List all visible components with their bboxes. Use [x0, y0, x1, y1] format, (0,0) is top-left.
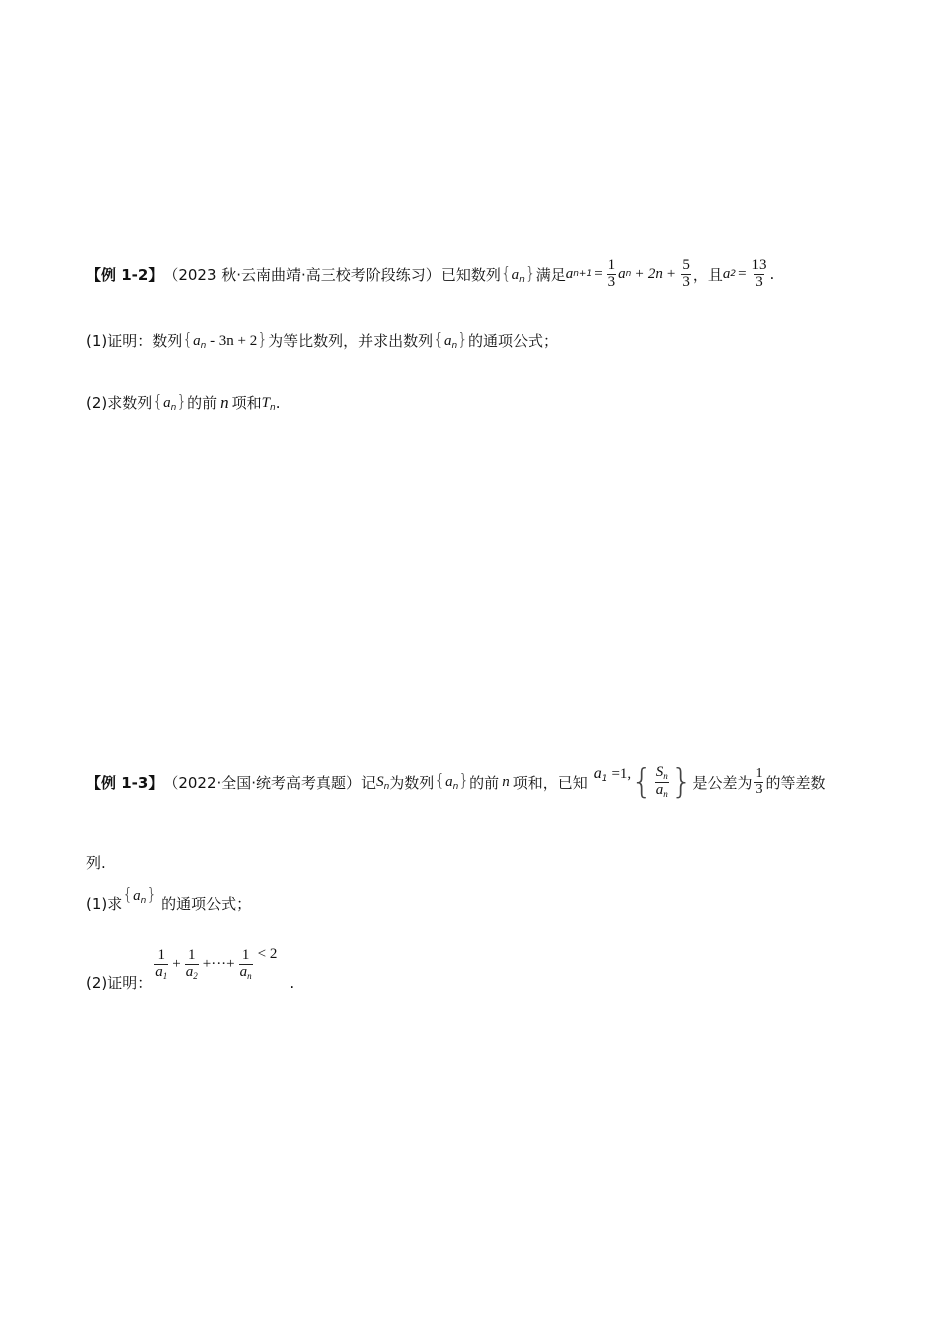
right-brace: }	[458, 771, 470, 791]
right-brace: }	[146, 885, 158, 905]
math-var: a	[155, 963, 163, 980]
sequence-sn-over-an	[631, 762, 693, 802]
left-brace: {	[631, 762, 653, 802]
math-var: n	[220, 392, 229, 412]
statement-text: 的前	[469, 773, 500, 792]
math-sub: n	[663, 771, 668, 782]
frac-den: 3	[755, 273, 763, 290]
sequence-an	[122, 885, 157, 906]
fraction-5-3	[681, 258, 691, 291]
frac-num: 5	[682, 257, 690, 273]
math-sub: n	[247, 970, 252, 981]
math-sub: n	[170, 403, 177, 413]
statement-text: 是公差为	[692, 773, 753, 792]
math-term: =1,	[611, 766, 632, 782]
math-sub: n	[383, 782, 390, 792]
math-sub: 1	[601, 774, 608, 784]
question-text: 求	[107, 895, 123, 913]
fraction-1-a1	[154, 948, 168, 981]
question-text: 证明：数列	[107, 332, 183, 350]
example-1-2-question-2	[86, 392, 281, 413]
math-sub: n	[200, 341, 207, 351]
right-brace: }	[457, 330, 468, 350]
statement-text: 列.	[86, 854, 106, 872]
math-sub: n	[452, 782, 459, 792]
question-number: (2)	[86, 393, 108, 412]
left-brace: {	[182, 330, 194, 350]
math-sub: n	[625, 269, 632, 280]
example-source: （2023 秋·云南曲靖·高三校考阶段练习）	[163, 265, 441, 284]
statement-text: 满足	[535, 265, 566, 284]
question-text: 为等比数列，并求出数列	[268, 332, 434, 350]
fraction-1-3	[754, 767, 763, 797]
statement-text: 为数列	[389, 773, 435, 792]
period: .	[769, 265, 775, 284]
recurrence-formula	[566, 258, 693, 291]
math-var: a	[722, 265, 731, 282]
sequence-an	[434, 772, 469, 792]
example-1-2-question-1	[86, 330, 558, 351]
math-sub: 2	[193, 970, 198, 981]
math-op: +···+	[202, 956, 235, 973]
frac-num: 1	[607, 257, 616, 273]
sequence-an	[501, 264, 536, 285]
math-term: 2n	[647, 265, 663, 282]
period: .	[275, 393, 281, 412]
fraction-sn-an	[655, 765, 669, 799]
math-sub: n	[451, 341, 458, 351]
example-label: 【例 1-3】	[86, 773, 164, 792]
question-text: 的通项公式；	[161, 895, 252, 913]
math-op: =	[738, 265, 747, 282]
statement-text: ，且	[692, 265, 723, 284]
fraction-13-3	[751, 258, 768, 291]
frac-num: 13	[751, 257, 767, 273]
statement-text: 记	[361, 773, 377, 792]
math-var: a	[185, 963, 194, 980]
frac-den: 3	[607, 273, 616, 290]
fraction-1-an	[239, 948, 253, 981]
math-var: a	[133, 888, 141, 904]
sequence-an-minus-3n-plus-2	[182, 330, 268, 351]
question-text: 的通项公式；	[468, 332, 559, 350]
math-op: +	[635, 265, 644, 282]
inequality-sum-reciprocals	[152, 948, 277, 981]
question-text: 项和	[231, 394, 262, 412]
frac-num: 1	[241, 947, 250, 963]
frac-num: 1	[157, 947, 166, 963]
math-var: a	[163, 395, 171, 411]
math-var: a	[239, 963, 248, 980]
math-var: n	[502, 773, 510, 790]
question-text: 证明：	[107, 974, 153, 993]
math-var: a	[593, 765, 602, 782]
right-brace: }	[257, 330, 269, 350]
math-sub: n	[270, 402, 276, 413]
period: .	[289, 973, 295, 992]
sequence-an	[152, 392, 187, 413]
math-var: a	[655, 781, 664, 798]
a2-value	[723, 258, 770, 291]
math-var: a	[565, 265, 574, 282]
example-1-2-statement	[86, 258, 774, 291]
math-sub: n	[140, 896, 147, 906]
left-brace: {	[434, 771, 446, 791]
left-brace: {	[500, 263, 512, 284]
math-var: a	[618, 265, 626, 282]
question-text: 的前	[187, 394, 218, 412]
fraction-1-a2	[185, 948, 199, 981]
frac-num: 1	[755, 765, 763, 781]
example-1-3-question-1	[86, 885, 252, 914]
example-1-3-statement	[86, 762, 826, 802]
statement-text: 的等差数	[765, 773, 826, 792]
math-sub: n+1	[573, 269, 593, 280]
right-brace: }	[176, 392, 188, 412]
math-sub: 2	[730, 269, 737, 280]
math-var: S	[376, 774, 384, 790]
left-brace: {	[433, 330, 444, 350]
math-var: a	[445, 774, 453, 790]
example-label: 【例 1-2】	[86, 265, 164, 284]
question-text: 求数列	[107, 394, 153, 412]
right-brace: }	[670, 762, 693, 802]
left-brace: {	[122, 885, 134, 905]
math-var: a	[443, 333, 452, 349]
math-term: - 3n + 2	[206, 333, 258, 349]
example-1-3-question-2	[86, 946, 295, 993]
math-op: +	[666, 265, 676, 282]
question-number: (2)	[86, 973, 108, 992]
math-op: =	[594, 265, 603, 282]
math-var: T	[261, 394, 271, 411]
math-op: +	[172, 956, 181, 973]
statement-text: 已知数列	[440, 265, 501, 284]
math-sub: 1	[162, 970, 168, 981]
question-number: (1)	[86, 331, 108, 350]
statement-text: 项和，已知	[512, 773, 588, 792]
right-brace: }	[524, 263, 536, 284]
math-sub: n	[519, 274, 525, 285]
example-source: （2022·全国·统考高考真题）	[163, 773, 362, 792]
frac-den: 3	[682, 273, 690, 290]
example-1-3-continuation	[86, 852, 106, 873]
math-sub: n	[663, 788, 668, 799]
left-brace: {	[152, 392, 164, 412]
a1-equals-1	[594, 764, 631, 784]
math-term: < 2	[257, 946, 278, 963]
question-number: (1)	[86, 894, 108, 913]
sequence-an	[433, 330, 468, 351]
math-var: a	[511, 266, 520, 283]
frac-den: 3	[755, 781, 763, 797]
math-var: a	[193, 333, 201, 349]
math-var: S	[655, 764, 664, 781]
frac-num: 1	[187, 947, 196, 963]
fraction-1-3	[607, 258, 617, 291]
